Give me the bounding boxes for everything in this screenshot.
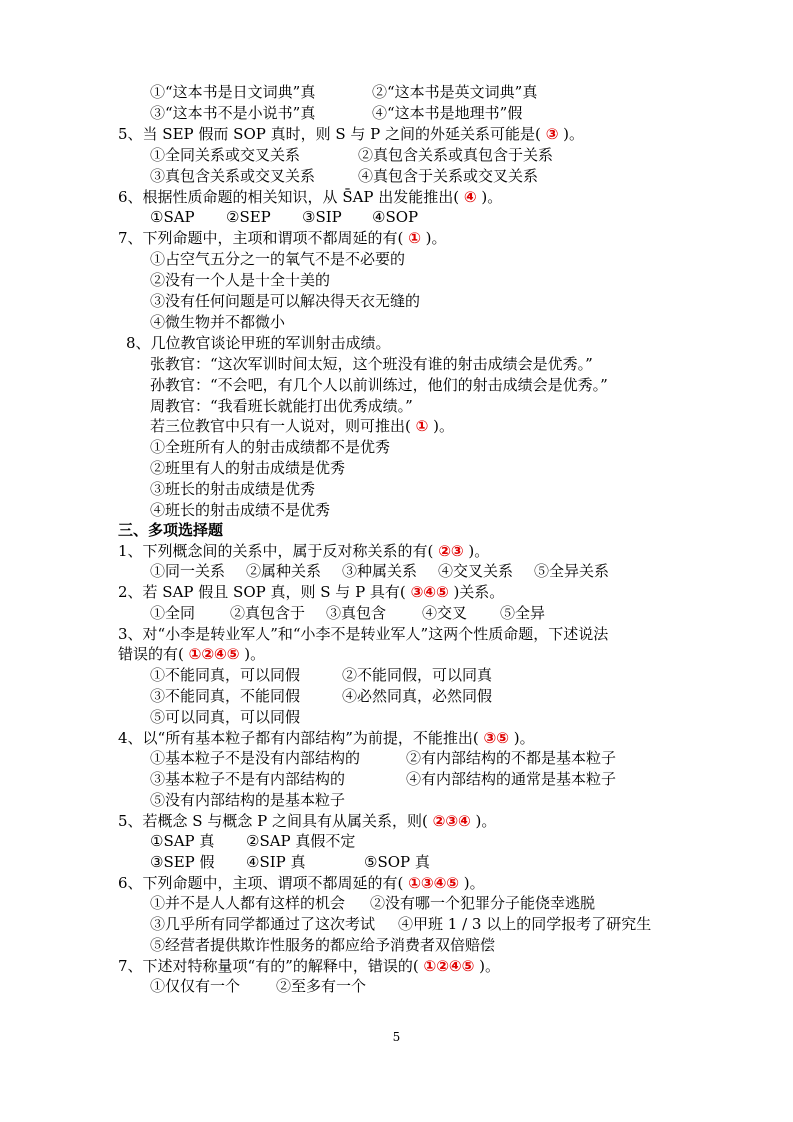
option-line: ④微生物并不都微小 (150, 313, 286, 331)
option-5: ⑤SOP 真 (364, 853, 430, 871)
option-1: ①SAP 真 (150, 832, 215, 850)
question-tail: )关系。 (453, 583, 505, 601)
option-2: ②至多有一个 (276, 977, 367, 995)
question-line (118, 644, 265, 664)
answer-mark: ②③ (438, 542, 464, 560)
question-text: 7、下述对特称量项“有的”的解释中，错误的( (118, 957, 419, 975)
answer-mark: ③④⑤ (410, 583, 449, 601)
option-line (150, 914, 651, 934)
option-line (150, 82, 537, 102)
option-line (150, 561, 609, 581)
question-tail: )。 (481, 188, 503, 206)
question-text: 错误的有( (118, 645, 184, 663)
option-2: ②SAP 真假不定 (246, 832, 356, 850)
question-line (118, 811, 496, 831)
question-line: 8、几位教官谈论甲班的军训射击成绩。 (126, 334, 391, 352)
option-5: ⑤全异关系 (534, 562, 610, 580)
question-line (118, 228, 447, 248)
question-line (118, 124, 584, 144)
option-3: ③真包含关系或交叉关系 (150, 167, 316, 185)
question-text: 6、根据性质命题的相关知识，从 S̄AP 出发能推出( (118, 188, 460, 206)
question-tail: )。 (244, 645, 266, 663)
option-1: ①全同 (150, 604, 196, 622)
question-tail: )。 (463, 874, 485, 892)
option-3: ③不能同真，不能同假 (150, 687, 301, 705)
question-line (150, 416, 454, 436)
question-tail: )。 (425, 229, 447, 247)
question-text: 7、下列命题中，主项和谓项不都周延的有( (118, 229, 404, 247)
question-line (118, 582, 504, 602)
dialogue-line: 周教官：“我看班长就能打出优秀成绩。” (150, 397, 413, 415)
option-line: ⑤经营者提供欺诈性服务的都应给予消费者双倍赔偿 (150, 936, 496, 954)
option-line (150, 145, 553, 165)
question-line (118, 873, 485, 893)
question-tail: )。 (513, 729, 535, 747)
page-number: 5 (392, 1030, 401, 1044)
question-tail: )。 (563, 125, 585, 143)
option-3: ③真包含 (326, 604, 387, 622)
option-line (150, 831, 355, 851)
question-tail: )。 (475, 812, 497, 830)
dialogue-line: 张教官：“这次军训时间太短，这个班没有谁的射击成绩会是优秀。” (150, 355, 593, 373)
option-line: ③没有任何问题是可以解决得天衣无缝的 (150, 292, 421, 310)
section-heading: 三、多项选择题 (118, 521, 224, 539)
dialogue-line: 孙教官：“不会吧，有几个人以前训练过，他们的射击成绩会是优秀。” (150, 376, 608, 394)
option-3: ③种属关系 (342, 562, 418, 580)
question-text: 4、以“所有基本粒子都有内部结构”为前提，不能推出( (118, 729, 479, 747)
option-3: ③SEP 假 (150, 853, 215, 871)
option-line (150, 769, 616, 789)
question-tail: )。 (433, 417, 454, 435)
option-4: ④SOP (372, 208, 419, 226)
option-1: ①并不是人人都有这样的机会 (150, 894, 346, 912)
option-line (150, 166, 538, 186)
option-2: ②有内部结构的不都是基本粒子 (406, 749, 617, 767)
option-2: ②真包含关系或真包含于关系 (358, 146, 554, 164)
option-line: ④班长的射击成绩不是优秀 (150, 501, 331, 519)
answer-mark: ①②④⑤ (423, 957, 475, 975)
option-line: ①全班所有人的射击成绩都不是优秀 (150, 438, 391, 456)
option-1: ①全同关系或交叉关系 (150, 146, 301, 164)
option-2: ②真包含于 (230, 604, 306, 622)
option-line (150, 686, 492, 706)
answer-mark: ③⑤ (483, 729, 509, 747)
answer-mark: ②③④ (432, 812, 471, 830)
option-4: ④SIP 真 (246, 853, 306, 871)
option-2: ②属种关系 (246, 562, 322, 580)
option-5: ⑤全异 (500, 604, 546, 622)
option-line (150, 893, 595, 913)
question-line (118, 187, 502, 207)
option-4: ④交叉 (422, 604, 468, 622)
option-2: ②不能同假，可以同真 (342, 666, 493, 684)
question-line (118, 728, 535, 748)
option-4: ④必然同真，必然同假 (342, 687, 493, 705)
option-line: ⑤没有内部结构的是基本粒子 (150, 791, 346, 809)
option-4: ④“这本书是地理书”假 (372, 104, 523, 122)
option-1: ①基本粒子不是没有内部结构的 (150, 749, 361, 767)
answer-mark: ④ (463, 188, 477, 206)
option-1: ①不能同真，可以同假 (150, 666, 301, 684)
question-text: 5、当 SEP 假而 SOP 真时，则 S 与 P 之间的外延关系可能是( (118, 125, 541, 143)
question-text: 1、下列概念间的关系中，属于反对称关系的有( (118, 542, 434, 560)
option-1: ①SAP (150, 208, 195, 226)
option-4: ④甲班 1 / 3 以上的同学报考了研究生 (398, 915, 652, 933)
option-line (150, 207, 418, 227)
option-line: ②没有一个人是十全十美的 (150, 271, 331, 289)
answer-mark: ① (408, 229, 421, 247)
answer-mark: ① (415, 417, 429, 435)
option-line (150, 603, 545, 623)
answer-mark: ①②④⑤ (188, 645, 240, 663)
question-text: 若三位教官中只有一人说对，则可推出( (150, 417, 411, 435)
option-line: ②班里有人的射击成绩是优秀 (150, 459, 346, 477)
option-1: ①仅仅有一个 (150, 977, 241, 995)
question-text: 5、若概念 S 与概念 P 之间具有从属关系，则( (118, 812, 428, 830)
option-line: ⑤可以同真，可以同假 (150, 708, 301, 726)
option-2: ②没有哪一个犯罪分子能侥幸逃脱 (370, 894, 596, 912)
question-tail: )。 (479, 957, 500, 975)
question-line: 3、对“小李是转业军人”和“小李不是转业军人”这两个性质命题，下述说法 (118, 625, 609, 643)
option-line: ①占空气五分之一的氧气不是不必要的 (150, 250, 406, 268)
option-1: ①“这本书是日文词典”真 (150, 83, 316, 101)
question-line (118, 541, 489, 561)
question-tail: )。 (468, 542, 490, 560)
option-line (150, 103, 522, 123)
question-line (118, 956, 500, 976)
option-line (150, 976, 366, 996)
option-2: ②SEP (226, 208, 271, 226)
answer-mark: ①③④⑤ (408, 874, 459, 892)
option-3: ③基本粒子不是有内部结构的 (150, 770, 346, 788)
option-line (150, 665, 492, 685)
option-1: ①同一关系 (150, 562, 226, 580)
answer-mark: ③ (545, 125, 559, 143)
question-text: 2、若 SAP 假且 SOP 真，则 S 与 P 具有( (118, 583, 406, 601)
option-4: ④真包含于关系或交叉关系 (358, 167, 539, 185)
option-2: ②“这本书是英文词典”真 (372, 83, 538, 101)
question-text: 6、下列命题中，主项、谓项不都周延的有( (118, 874, 404, 892)
option-3: ③几乎所有同学都通过了这次考试 (150, 915, 376, 933)
option-line (150, 852, 430, 872)
option-line: ③班长的射击成绩是优秀 (150, 480, 316, 498)
option-3: ③“这本书不是小说书”真 (150, 104, 316, 122)
option-4: ④有内部结构的通常是基本粒子 (406, 770, 617, 788)
option-3: ③SIP (302, 208, 342, 226)
option-line (150, 748, 616, 768)
option-4: ④交叉关系 (438, 562, 514, 580)
